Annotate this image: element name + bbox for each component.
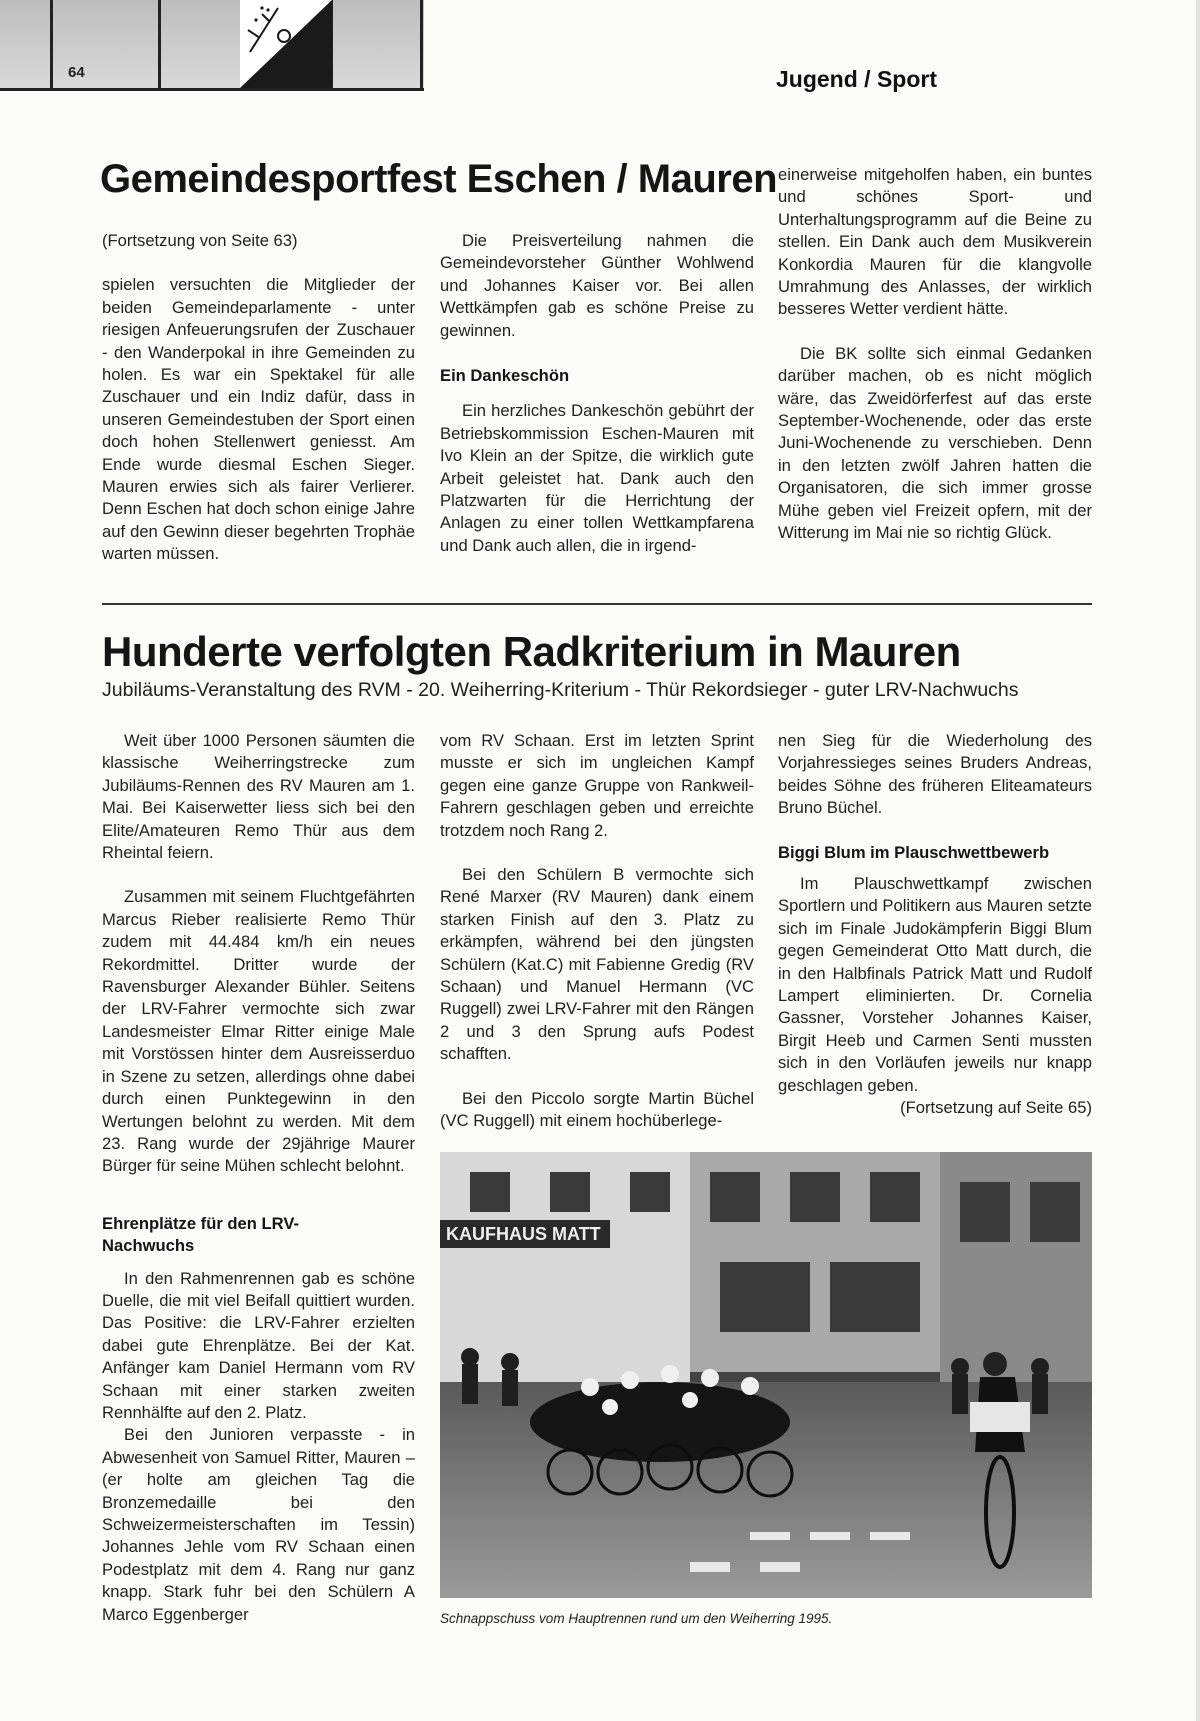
paragraph: spielen versuchten die Mitglieder der beiden Gemeindeparlamente - unter riesigen Anfeuerungsrufen der Zuschauer - den Wanderpokal in ihre Gemeinden zu holen. Es war ein Spektakel für alle Zuschauer und ein Indiz dafür, dass in unseren Gemeindestuben der Sport einen doch hohen Stellenwert geniesst. Am Ende wurde diesmal Eschen Sieger. Mauren erwies sich als fairer Verlierer. Denn Eschen hat doch schon einige Jahre auf den Gewinn dieser begehrten Trophäe warten müssen. xyxy=(102,275,415,564)
article2-col2 xyxy=(440,730,754,1133)
article1-col2 xyxy=(440,230,754,557)
paragraph: nen Sieg für die Wiederholung des Vorjahressieges seines Bruders Andreas, beides Söhne des früheren Eliteamateurs Bruno Büchel. xyxy=(778,731,1092,818)
paragraph: In den Rahmenrennen gab es schöne Duelle, die mit viel Beifall quittiert wurden. Das Positive: die LRV-Fahrer erzielten dabei gute Ehrenplätze. Bei der Kat. Anfänger kam Daniel Hermann vom RV Schaan mit einer starken zweiten Rennhälfte auf den 2. Platz. xyxy=(102,1268,415,1422)
paragraph: Bei den Schülern B vermochte sich René Marxer (RV Mauren) dank einem starken Finish auf den 3. Platz zu erkämpfen, während bei den jüngsten Schülern (Kat.C) mit Fabienne Gredig (RV Schaan) und Manuel Hermann (VC Ruggell) zwei LRV-Fahrer mit den Rängen 2 und 3 den Sprung aufs Podest schafften. xyxy=(440,865,754,1064)
continued-from: (Fortsetzung von Seite 63) xyxy=(102,231,298,250)
article2-col1 xyxy=(102,730,415,1626)
page-edge xyxy=(1196,0,1200,1721)
article2-title: Hunderte verfolgten Radkriterium in Mauren xyxy=(102,628,961,675)
subheading-ehrenplaetze: Ehrenplätze für den LRV-Nachwuchs xyxy=(102,1213,300,1256)
tab-divider xyxy=(158,0,161,88)
section-emblem-icon xyxy=(240,0,332,88)
article1-title: Gemeindesportfest Eschen / Mauren xyxy=(100,157,778,201)
paragraph: Zusammen mit seinem Fluchtgefährten Marcus Rieber realisierte Remo Thür zudem mit 44.484 km/h ein neues Rekordmittel. Dritter wurde der Ravensburger Alexander Bühler. Seitens der LRV-Fahrer vermochte sich zwar Landesmeister Elmar Ritter einige Male mit Vorstössen hinter dem Ausreisserduo in Szene zu setzen, allerdings ohne dabei durch einen Punktegewinn in den Wertungen belohnt zu werden. Mit dem 23. Rang wurde der 29jährige Maurer Bürger für seine Mühen schlecht belohnt. xyxy=(102,887,415,1176)
paragraph: vom RV Schaan. Erst im letzten Sprint musste er sich im ungleichen Kampf gegen eine ganze Gruppe von Rankweil-Fahrern geschlagen geben und erreichte trotzdem noch Rang 2. xyxy=(440,731,754,840)
tab-divider xyxy=(50,0,53,88)
subheading-biggi-blum: Biggi Blum im Plauschwettbewerb xyxy=(778,842,1050,862)
race-photo xyxy=(440,1152,1092,1598)
article1-col3 xyxy=(778,164,1092,545)
article2-subtitle: Jubiläums-Veranstaltung des RVM - 20. Weiherring-Kriterium - Thür Rekordsieger - guter LRV-Nachwuchs xyxy=(102,679,1019,701)
store-sign-text: KAUFHAUS MATT xyxy=(446,1224,601,1244)
paragraph: Die Preisverteilung nahmen die Gemeindevorsteher Günther Wohlwend und Johannes Kaiser vor. Bei allen Wettkämpfen gab es schöne Preise zu gewinnen. xyxy=(440,231,754,340)
page-number: 64 xyxy=(68,64,85,81)
paragraph: Bei den Piccolo sorgte Martin Büchel (VC Ruggell) mit einem hochüberlege- xyxy=(440,1088,754,1131)
paragraph: Bei den Junioren verpasste - in Abwesenheit von Samuel Ritter, Mauren – (er holte am gleichen Tag die Bronzemedaille bei den Schweizermeisterschaften im Tessin) Johannes Jehle vom RV Schaan einen Podestplatz mit dem 4. Rang nur ganz knapp. Stark fuhr bei den Schülern A Marco Eggenberger xyxy=(102,1425,415,1624)
paragraph: einerweise mitgeholfen haben, ein buntes und schönes Sport- und Unterhaltungsprogramm auf die Beine zu stellen. Ein Dank auch dem Musikverein Konkordia Mauren für die klangvolle Umrahmung des Anlasses, der wirklich besseres Wetter verdient hätte. xyxy=(778,165,1092,319)
header-tab-bar xyxy=(0,0,424,91)
tab-divider xyxy=(420,0,423,88)
section-title: Jugend / Sport xyxy=(776,66,937,92)
paragraph: Im Plauschwettkampf zwischen Sportlern und Politikern aus Mauren setzte sich im Finale Judokämpferin Biggi Blum gegen Gemeinderat Otto Matt durch, die in den Halbfinals Patrick Matt und Rudolf Lampert eliminierten. Dr. Cornelia Gassner, Vorsteher Johannes Kaiser, Birgit Heeb und Carmen Senti mussten sich in den Vorläufen jeweils nur knapp geschlagen geben. xyxy=(778,874,1092,1095)
paragraph: Weit über 1000 Personen säumten die klassische Weiherringstrecke zum Jubiläums-Rennen des RV Mauren am 1. Mai. Bei Kaiserwetter liess sich bei den Elite/Amateuren Remo Thür aus dem Rheintal feiern. xyxy=(102,731,415,863)
paragraph: Ein herzliches Dankeschön gebührt der Betriebskommission Eschen-Mauren mit Ivo Klein an der Spitze, die wirklich gute Arbeit geleistet hat. Dank auch den Platzwarten für die Herrichtung der Anlagen zu einer tollen Wettkampfarena und Dank auch allen, die in irgend- xyxy=(440,401,754,555)
paragraph: Die BK sollte sich einmal Gedanken darüber machen, ob es nicht möglich wäre, das Zweidörferfest auf das erste September-Wochenende, oder das erste Juni-Wochenende zu verschieben. Denn in den letzten zwölf Jahren hatten die Organisatoren, die sich immer grosse Mühe geben viel Freizeit opfern, mit der Witterung im Mai nie so richtig Glück. xyxy=(778,343,1092,543)
photo-caption: Schnappschuss vom Hauptrennen rund um den Weiherring 1995. xyxy=(440,1611,833,1626)
continued-on: (Fortsetzung auf Seite 65) xyxy=(900,1098,1092,1118)
article2-col3 xyxy=(778,730,1092,1120)
article-divider xyxy=(102,603,1092,605)
subheading-dankeschoen: Ein Dankeschön xyxy=(440,366,570,386)
article1-col1 xyxy=(102,230,415,566)
